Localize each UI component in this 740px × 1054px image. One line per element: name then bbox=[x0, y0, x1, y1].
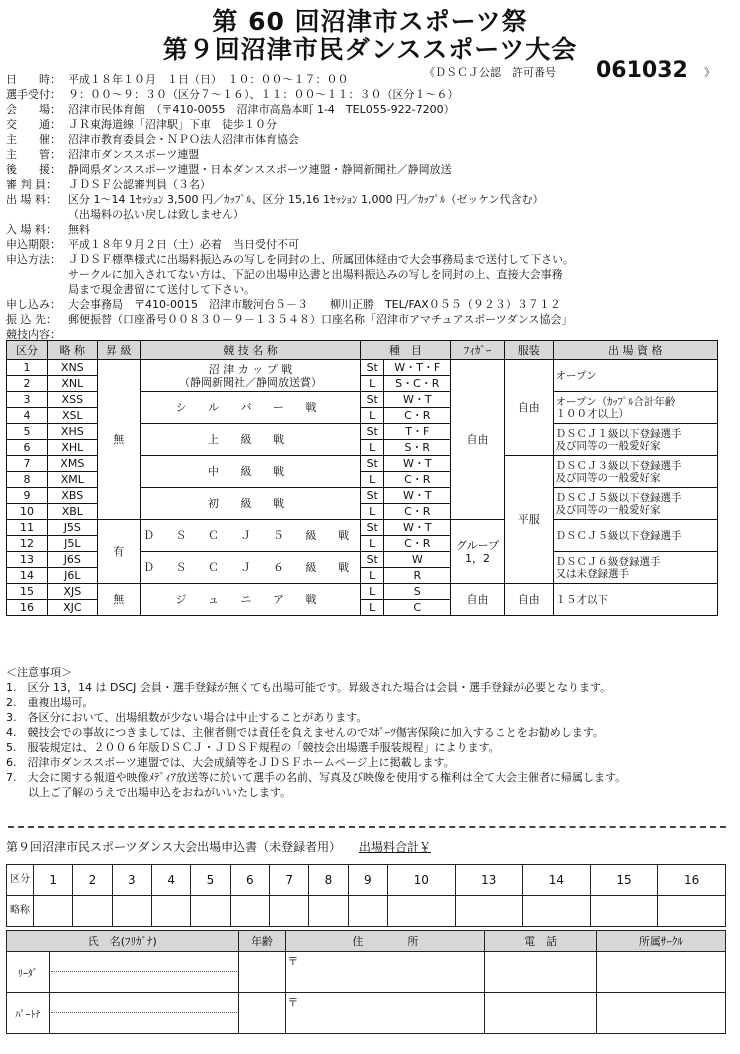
class-cell: L bbox=[360, 440, 384, 456]
qual-line: 及び同等の一般愛好家 bbox=[555, 471, 661, 484]
info-value: 沼津市民体育館 （〒410-0055 沼津市高島本町 1-4 TEL055-922-7200） bbox=[68, 103, 455, 116]
class-cell: L bbox=[360, 536, 384, 552]
info-line bbox=[6, 267, 563, 282]
figure-cell: 自由 bbox=[451, 584, 505, 616]
class-cell: St bbox=[360, 520, 384, 536]
kubun-cell: 2 bbox=[7, 376, 48, 392]
qual-line: １００才以上） bbox=[555, 407, 630, 420]
note-item: 4. 競技会での事故につきましては、主催者側では責任を負えませんのでｽﾎﾟｰﾂ傷害保険に加入することをお勧めします。 bbox=[6, 726, 604, 739]
kubun-cell: 16 bbox=[7, 600, 48, 616]
kubun-number: 1 bbox=[34, 865, 73, 896]
promo-cell: 無 bbox=[97, 360, 140, 520]
dance-cell: W・T bbox=[384, 520, 451, 536]
kubun-cell: 13 bbox=[7, 552, 48, 568]
partner-name-field[interactable] bbox=[49, 993, 238, 1034]
class-cell: L bbox=[360, 584, 384, 600]
col-promo: 昇 級 bbox=[97, 341, 140, 360]
kubun-number: 2 bbox=[73, 865, 112, 896]
info-line bbox=[6, 192, 544, 207]
note-item: 以上ご了解のうえで出場申込をおねがいいたします。 bbox=[6, 786, 292, 799]
code-cell: XBL bbox=[48, 504, 97, 520]
info-value: 平成１８年９月２日（土）必着 当日受付不可 bbox=[68, 238, 299, 251]
class-cell: St bbox=[360, 392, 384, 408]
partner-label: ﾊﾟｰﾄﾅ bbox=[7, 993, 50, 1034]
info-value: 沼津市教育委員会・ＮＰＯ法人沼津市体育協会 bbox=[68, 133, 299, 146]
ryaku-label: 略称 bbox=[7, 896, 34, 927]
ryaku-field[interactable] bbox=[309, 896, 348, 927]
col-qual: 出 場 資 格 bbox=[553, 341, 717, 360]
code-cell: J5S bbox=[48, 520, 97, 536]
info-key: 会 場： bbox=[6, 103, 61, 116]
ryaku-field[interactable] bbox=[387, 896, 455, 927]
qual-cell bbox=[553, 488, 717, 520]
notes-title: ＜注意事項＞ bbox=[6, 666, 72, 679]
code-cell: XML bbox=[48, 472, 97, 488]
event-cell: ジ ュ ニ ア 戦 bbox=[141, 584, 361, 616]
info-line bbox=[6, 282, 255, 297]
promo-cell: 無 bbox=[97, 584, 140, 616]
class-cell: L bbox=[360, 376, 384, 392]
kubun-number: 7 bbox=[269, 865, 308, 896]
info-key: 主 管： bbox=[6, 148, 61, 161]
event-cell: シ ル バ ー 戦 bbox=[141, 392, 361, 424]
event-cell: Ｄ Ｓ Ｃ Ｊ ６ 級 戦 bbox=[141, 552, 361, 584]
partner-circle-field[interactable] bbox=[596, 993, 725, 1034]
kubun-cell: 6 bbox=[7, 440, 48, 456]
kubun-cell: 14 bbox=[7, 568, 48, 584]
col-address: 住 所 bbox=[286, 931, 485, 952]
qual-cell bbox=[553, 424, 717, 456]
code-cell: J6S bbox=[48, 552, 97, 568]
info-key: 主 催： bbox=[6, 133, 61, 146]
fee-total-label: 出場料合計￥ bbox=[359, 840, 432, 854]
dance-cell: W・T bbox=[384, 392, 451, 408]
qual-cell: ＤＳＣＪ５級以下登録選手 bbox=[553, 520, 717, 552]
qual-cell bbox=[553, 456, 717, 488]
dress-cell: 自由 bbox=[505, 584, 554, 616]
code-cell: XNL bbox=[48, 376, 97, 392]
col-dance: 種 目 bbox=[360, 341, 450, 360]
info-line bbox=[6, 312, 572, 327]
info-line bbox=[6, 177, 211, 192]
partner-row bbox=[7, 993, 726, 1034]
info-value: 平成１８年１０月 １日（日） １０：００～１７：００ bbox=[68, 73, 349, 86]
figure-cell: 自由 bbox=[451, 360, 505, 520]
kubun-cell: 15 bbox=[7, 584, 48, 600]
code-cell: XSS bbox=[48, 392, 97, 408]
note-item: 5. 服装規定は、２００６年版ＤＳＣＪ・ＪＤＳＦ規程の「競技会出場選手服装規程」によります。 bbox=[6, 741, 500, 754]
info-line bbox=[6, 117, 277, 132]
info-key: 申し込み： bbox=[6, 298, 61, 311]
dance-cell: S bbox=[384, 584, 451, 600]
col-figure: ﾌｨｶﾞｰ bbox=[451, 341, 505, 360]
partner-address-field[interactable] bbox=[286, 993, 485, 1034]
table-row bbox=[7, 584, 718, 600]
code-cell: J5L bbox=[48, 536, 97, 552]
class-cell: L bbox=[360, 408, 384, 424]
kubun-cell: 3 bbox=[7, 392, 48, 408]
code-cell: J6L bbox=[48, 568, 97, 584]
kubun-cell: 7 bbox=[7, 456, 48, 472]
note-item: 7. 大会に関する報道や映像ﾒﾃﾞｨｱ放送等に於いて選手の名前、写真及び映像を使用する権利は全て大会主催者に帰属します。 bbox=[6, 771, 627, 784]
info-line bbox=[6, 87, 459, 102]
code-cell: XBS bbox=[48, 488, 97, 504]
qual-cell bbox=[553, 392, 717, 424]
info-value: サークルに加入されてない方は、下記の出場申込書と出場料振込みの写しを同封の上、直接大会事務 bbox=[68, 268, 563, 281]
code-cell: XSL bbox=[48, 408, 97, 424]
info-key: 申込期限： bbox=[6, 238, 61, 251]
qual-line: 又は未登録選手 bbox=[555, 567, 630, 580]
info-line bbox=[6, 237, 299, 252]
qual-line: ＤＳＣＪ３級以下登録選手 bbox=[555, 459, 682, 472]
code-cell: XJS bbox=[48, 584, 97, 600]
event-cell bbox=[141, 360, 361, 392]
qual-line: ＤＳＣＪ５級以下登録選手 bbox=[555, 491, 682, 504]
figure-text: グループ bbox=[455, 538, 500, 552]
class-cell: St bbox=[360, 456, 384, 472]
qual-cell: １５才以下 bbox=[553, 584, 717, 616]
category-grid bbox=[6, 864, 726, 927]
dance-cell: W bbox=[384, 552, 451, 568]
kubun-cell: 12 bbox=[7, 536, 48, 552]
info-line bbox=[6, 222, 90, 237]
postal-mark: 〒 bbox=[287, 996, 299, 1009]
permit-label: 《ＤＳＣＪ公認 許可番号 bbox=[424, 66, 556, 79]
code-cell: XMS bbox=[48, 456, 97, 472]
kubun-cell: 11 bbox=[7, 520, 48, 536]
code-cell: XHL bbox=[48, 440, 97, 456]
info-key: 審 判 員： bbox=[6, 178, 57, 191]
ryaku-field[interactable] bbox=[455, 896, 523, 927]
leader-address-field[interactable] bbox=[286, 952, 485, 993]
event-cell: 上 級 戦 bbox=[141, 424, 361, 456]
dress-cell: 自由 bbox=[505, 360, 554, 456]
info-line bbox=[6, 147, 199, 162]
dance-cell: S・R bbox=[384, 440, 451, 456]
ryaku-field[interactable] bbox=[590, 896, 658, 927]
code-cell: XNS bbox=[48, 360, 97, 376]
event-name: 沼 津 カ ッ プ 戦 bbox=[208, 362, 293, 376]
info-value: 静岡県ダンススポーツ連盟・日本ダンススポーツ連盟・静岡新聞社／静岡放送 bbox=[68, 163, 452, 176]
kubun-number: 14 bbox=[523, 865, 591, 896]
class-cell: L bbox=[360, 600, 384, 616]
qual-line: オープン（ｶｯﾌﾟﾙ合計年齢 bbox=[555, 395, 676, 408]
info-line bbox=[6, 252, 574, 267]
info-key: 競技内容： bbox=[6, 328, 61, 341]
ryaku-field[interactable] bbox=[73, 896, 112, 927]
info-key: 後 援： bbox=[6, 163, 61, 176]
applicant-table bbox=[6, 930, 726, 1034]
table-header bbox=[7, 341, 718, 360]
dance-cell: C・R bbox=[384, 472, 451, 488]
info-key: 選手受付： bbox=[6, 88, 61, 101]
note-item: 6. 沼津市ダンススポーツ連盟では、大会成績等をＪＤＳＦホームページ上に掲載します。 bbox=[6, 756, 455, 769]
col-circle: 所属ｻｰｸﾙ bbox=[596, 931, 725, 952]
qual-line: ＤＳＣＪ１級以下登録選手 bbox=[555, 427, 682, 440]
info-line bbox=[6, 297, 561, 312]
ryaku-field[interactable] bbox=[269, 896, 308, 927]
ryaku-field[interactable] bbox=[191, 896, 230, 927]
dress-cell: 平服 bbox=[505, 456, 554, 584]
note-item: 3. 各区分において、出場組数が少ない場合は中止することがあります。 bbox=[6, 711, 368, 724]
qual-cell bbox=[553, 552, 717, 584]
leader-label: ﾘｰﾀﾞ bbox=[7, 952, 50, 993]
info-line bbox=[6, 102, 455, 117]
note-item: 1. 区分 13，14 は DSCJ 会員・選手登録が無くても出場可能です。昇級された場合は会員・選手登録が必要となります。 bbox=[6, 681, 612, 694]
ryaku-field[interactable] bbox=[112, 896, 151, 927]
permit-end: 》 bbox=[704, 66, 715, 79]
class-cell: St bbox=[360, 360, 384, 376]
kubun-cell: 10 bbox=[7, 504, 48, 520]
info-value: 区分 1～14 1ｾｯｼｮﾝ 3,500 円／ｶｯﾌﾟﾙ、区分 15,16 1ｾｯｼｮﾝ 1,000 円／ｶｯﾌﾟﾙ（ゼッケン代含む） bbox=[68, 193, 544, 206]
info-value: 郵便振替（口座番号００８３０－９－１３５４８）口座名称「沼津市アマチュアスポーツダンス協会」 bbox=[68, 313, 573, 326]
figure-text: 1，2 bbox=[465, 551, 491, 565]
kubun-number: 15 bbox=[590, 865, 658, 896]
ryaku-field[interactable] bbox=[230, 896, 269, 927]
qual-line: 及び同等の一般愛好家 bbox=[555, 439, 661, 452]
code-cell: XJC bbox=[48, 600, 97, 616]
event-cell: Ｄ Ｓ Ｃ Ｊ ５ 級 戦 bbox=[141, 520, 361, 552]
info-key: 日 時： bbox=[6, 73, 61, 86]
col-name: 氏 名(ﾌﾘｶﾞﾅ) bbox=[7, 931, 239, 952]
competition-table bbox=[6, 340, 718, 616]
col-phone: 電 話 bbox=[485, 931, 596, 952]
postal-mark: 〒 bbox=[287, 955, 299, 968]
code-cell: XHS bbox=[48, 424, 97, 440]
leader-circle-field[interactable] bbox=[596, 952, 725, 993]
table-row bbox=[7, 520, 718, 536]
form-title bbox=[6, 838, 431, 855]
class-cell: St bbox=[360, 552, 384, 568]
ryaku-field[interactable] bbox=[348, 896, 387, 927]
leader-phone-field[interactable] bbox=[485, 952, 596, 993]
kubun-number: 5 bbox=[191, 865, 230, 896]
info-value: （出場料の払い戻しは致しません） bbox=[68, 208, 244, 221]
info-line bbox=[6, 72, 349, 87]
table-row bbox=[7, 360, 718, 376]
kubun-number: 9 bbox=[348, 865, 387, 896]
class-cell: St bbox=[360, 424, 384, 440]
partner-phone-field[interactable] bbox=[485, 993, 596, 1034]
info-line bbox=[6, 207, 244, 222]
dance-cell: W・T bbox=[384, 456, 451, 472]
info-value: ＪＤＳＦ標準様式に出場料振込みの写しを同封の上、所属団体経由で大会事務局まで送付して下さい。 bbox=[68, 253, 574, 266]
info-value: 沼津市ダンススポーツ連盟 bbox=[68, 148, 200, 161]
info-value: 局まで現金書留にて送付して下さい。 bbox=[68, 283, 255, 296]
kubun-cell: 5 bbox=[7, 424, 48, 440]
qual-line: ＤＳＣＪ６級登録選手 bbox=[555, 555, 661, 568]
kubun-number: 6 bbox=[230, 865, 269, 896]
info-line bbox=[6, 132, 299, 147]
figure-cell bbox=[451, 520, 505, 584]
partner-age-field[interactable] bbox=[238, 993, 286, 1034]
event-cell: 初 級 戦 bbox=[141, 488, 361, 520]
dance-cell: W・T bbox=[384, 488, 451, 504]
form-title-text: 第９回沼津市民スポーツダンス大会出場申込書（未登録者用） bbox=[6, 840, 342, 854]
kubun-number: 4 bbox=[151, 865, 190, 896]
kubun-number: 3 bbox=[112, 865, 151, 896]
dance-cell: T・F bbox=[384, 424, 451, 440]
promo-cell: 有 bbox=[97, 520, 140, 584]
dance-cell: W・T・F bbox=[384, 360, 451, 376]
main-title: 第 60 回沼津市スポーツ祭 bbox=[212, 7, 528, 36]
kubun-number: 16 bbox=[658, 865, 726, 896]
info-value: 大会事務局 〒410-0015 沼津市駿河台５－３ 柳川正勝 TEL/FAX０５５（９２３）３７１２ bbox=[68, 298, 561, 311]
class-cell: L bbox=[360, 568, 384, 584]
kubun-cell: 9 bbox=[7, 488, 48, 504]
class-cell: L bbox=[360, 472, 384, 488]
permit-number: 061032 bbox=[596, 58, 688, 83]
col-code: 略 称 bbox=[48, 341, 97, 360]
col-dress: 服装 bbox=[505, 341, 554, 360]
class-cell: L bbox=[360, 504, 384, 520]
dance-cell: S・C・R bbox=[384, 376, 451, 392]
dance-cell: C bbox=[384, 600, 451, 616]
qual-cell: オープン bbox=[553, 360, 717, 392]
info-key: 交 通： bbox=[6, 118, 61, 131]
kubun-label: 区分 bbox=[7, 865, 34, 896]
leader-row bbox=[7, 952, 726, 993]
event-sub: （静岡新聞社／静岡放送賞） bbox=[178, 375, 322, 389]
kubun-number: 10 bbox=[387, 865, 455, 896]
dance-cell: C・R bbox=[384, 408, 451, 424]
kubun-cell: 4 bbox=[7, 408, 48, 424]
kubun-number: 8 bbox=[309, 865, 348, 896]
sub-title: 第９回沼津市民ダンススポーツ大会 bbox=[162, 35, 578, 64]
info-key: 入 場 料： bbox=[6, 223, 57, 236]
info-line bbox=[6, 162, 452, 177]
kubun-number: 13 bbox=[455, 865, 523, 896]
info-value: ＪＤＳＦ公認審判員（３名） bbox=[68, 178, 211, 191]
info-key: 出 場 料： bbox=[6, 193, 57, 206]
info-key: 申込方法： bbox=[6, 253, 61, 266]
ryaku-field[interactable] bbox=[523, 896, 591, 927]
info-value: 無料 bbox=[68, 223, 90, 236]
dance-cell: R bbox=[384, 568, 451, 584]
kubun-cell: 8 bbox=[7, 472, 48, 488]
leader-age-field[interactable] bbox=[238, 952, 286, 993]
cut-line bbox=[8, 826, 726, 828]
info-value: ＪＲ東海道線「沼津駅」下車 徒歩１０分 bbox=[68, 118, 277, 131]
ryaku-field[interactable] bbox=[658, 896, 726, 927]
col-event: 競 技 名 称 bbox=[141, 341, 361, 360]
notes-list bbox=[6, 680, 626, 800]
col-kubun: 区分 bbox=[7, 341, 48, 360]
note-item: 2. 重複出場可。 bbox=[6, 696, 94, 709]
event-cell: 中 級 戦 bbox=[141, 456, 361, 488]
kubun-cell: 1 bbox=[7, 360, 48, 376]
info-key: 振 込 先： bbox=[6, 313, 57, 326]
ryaku-field[interactable] bbox=[151, 896, 190, 927]
qual-line: 及び同等の一般愛好家 bbox=[555, 503, 661, 516]
class-cell: St bbox=[360, 488, 384, 504]
dance-cell: C・R bbox=[384, 504, 451, 520]
col-age: 年齢 bbox=[238, 931, 286, 952]
leader-name-field[interactable] bbox=[49, 952, 238, 993]
info-value: ９：００～９：３０（区分７～１６）、１１：００～１１：３０（区分１～６） bbox=[68, 88, 459, 101]
dance-cell: C・R bbox=[384, 536, 451, 552]
ryaku-field[interactable] bbox=[34, 896, 73, 927]
